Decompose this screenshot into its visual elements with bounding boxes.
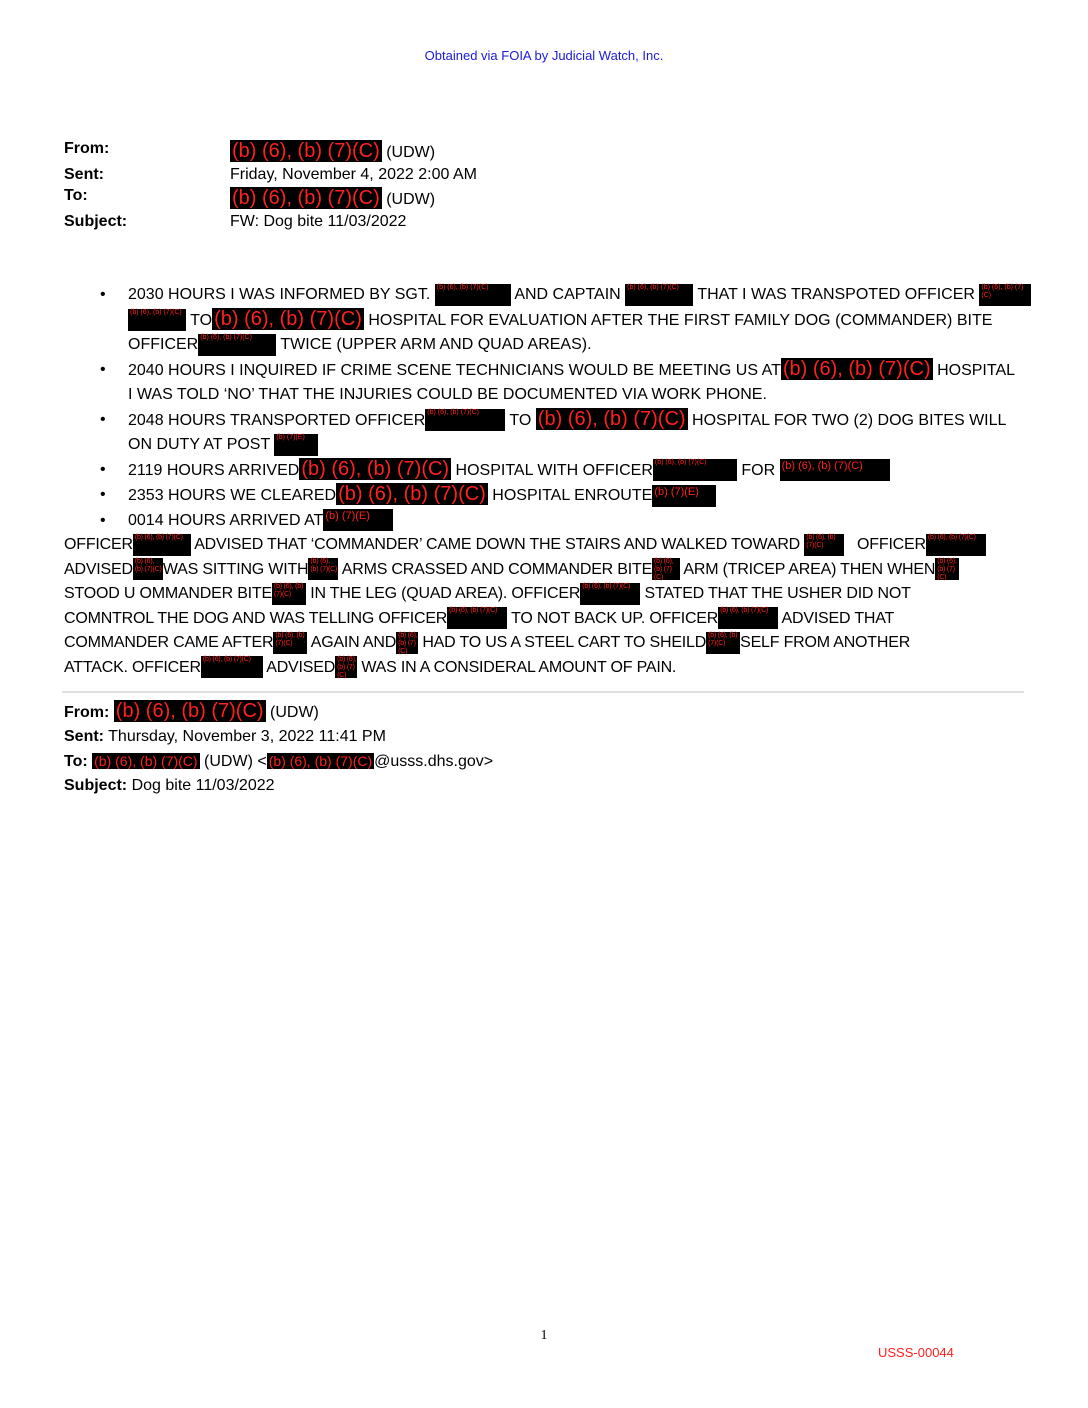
text: TO NOT BACK UP. OFFICER bbox=[511, 609, 719, 627]
redaction-label: (b) (7)(E) bbox=[276, 433, 305, 441]
text: TO bbox=[190, 311, 213, 329]
text: ON DUTY AT POST bbox=[128, 436, 270, 453]
redaction: (b) (6), (b) (7)(C) bbox=[338, 483, 486, 505]
redaction-label: (b) (6), (b) (7)(C) bbox=[436, 283, 489, 291]
text: WAS SITTING WITH bbox=[162, 560, 309, 578]
list-item bbox=[128, 283, 1034, 358]
redaction-label: (b) (6), (b) (7)(C) bbox=[398, 631, 418, 655]
foia-watermark: Obtained via FOIA by Judicial Watch, Inc. bbox=[424, 48, 664, 63]
bates-number: USSS-00044 bbox=[878, 1345, 954, 1360]
redaction bbox=[335, 656, 357, 678]
subject-value: FW: Dog bite 11/03/2022 bbox=[230, 213, 407, 230]
redaction bbox=[274, 434, 318, 456]
list-item bbox=[128, 483, 1034, 509]
redaction-label: (b) (6), (b) (7)(C) bbox=[134, 558, 162, 574]
to-row bbox=[64, 749, 493, 774]
redaction-label: (b) (7)(E) bbox=[325, 510, 370, 523]
text: 2040 HOURS I INQUIRED IF CRIME SCENE TECHNICIANS WOULD BE MEETING US AT bbox=[128, 361, 781, 379]
list-item bbox=[128, 408, 1034, 458]
redaction bbox=[447, 607, 507, 629]
text: ATTACK. OFFICER bbox=[64, 658, 201, 676]
text: STOOD U bbox=[64, 585, 136, 602]
text: AND CAPTAIN bbox=[514, 286, 621, 303]
to-label: To: bbox=[64, 187, 88, 204]
redaction: (b) (6), (b) (7)(C) bbox=[301, 457, 450, 480]
text: OFFICER bbox=[857, 536, 926, 553]
list-item bbox=[128, 458, 1034, 484]
text: TWICE (UPPER ARM AND QUAD AREAS). bbox=[280, 336, 592, 353]
redaction bbox=[935, 558, 959, 580]
redaction-label: (b) (6), (b) (7)(C) bbox=[654, 558, 674, 582]
text: 2048 HOURS TRANSPORTED OFFICER bbox=[128, 411, 426, 429]
from-suffix: (UDW) bbox=[270, 704, 319, 721]
redaction-label: (b) (6), (b) (7)(C) bbox=[130, 309, 182, 317]
from-value bbox=[230, 140, 435, 162]
narrative-paragraph bbox=[64, 533, 1034, 680]
redaction-label: (b) (6), (b) (7)(C) bbox=[654, 459, 707, 467]
to-value bbox=[230, 187, 435, 209]
redaction-label: (b) (6), (b) (7)(C) bbox=[337, 656, 357, 680]
sent-label: Sent: bbox=[64, 728, 104, 745]
from-label: From: bbox=[64, 140, 110, 157]
text: TO bbox=[509, 411, 532, 429]
redaction bbox=[272, 583, 306, 605]
redaction bbox=[435, 284, 511, 306]
redaction bbox=[652, 485, 716, 507]
text: FOR bbox=[741, 461, 776, 479]
redaction-label: (b) (6), (b) (7)(C) bbox=[720, 607, 769, 615]
redaction-label: (b) (6), (b) (7)(C) bbox=[781, 460, 863, 473]
to-mid: (UDW) < bbox=[204, 753, 267, 770]
to-suffix: @usss.dhs.gov> bbox=[374, 753, 494, 770]
from-row bbox=[64, 700, 493, 725]
redaction-label: (b) (6), (b) (7)(C) bbox=[627, 283, 679, 291]
text: HOSPITAL bbox=[937, 361, 1016, 379]
redaction-label: (b) (7)(E) bbox=[654, 485, 699, 498]
redaction-label: (b) (6), (b) (7)(C) bbox=[310, 558, 338, 574]
text: HOSPITAL WITH OFFICER bbox=[455, 461, 653, 479]
text: ARM (TRICEP AREA) THEN WHEN bbox=[683, 560, 936, 578]
list-item bbox=[128, 358, 1034, 408]
redaction bbox=[780, 459, 890, 481]
redaction: (b) (6), (b) (7)(C) bbox=[268, 753, 373, 769]
text: HOSPITAL ENROUTE bbox=[492, 487, 653, 504]
timeline-list bbox=[64, 283, 1034, 533]
from-label: From: bbox=[64, 704, 110, 721]
text: OFFICER bbox=[128, 336, 199, 353]
to-label: To: bbox=[64, 753, 88, 770]
redaction: (b) (6), (b) (7)(C) bbox=[782, 357, 931, 380]
page-number: 1 bbox=[540, 1328, 548, 1343]
text: HOSPITAL FOR TWO (2) DOG BITES WILL bbox=[692, 411, 1007, 429]
redaction bbox=[706, 632, 740, 654]
text: ADVISED bbox=[64, 560, 133, 578]
redaction bbox=[926, 534, 986, 556]
text: COMNTROL THE DOG AND WAS TELLING OFFICER bbox=[64, 609, 448, 627]
redaction-label: (b) (6), (b) (7)(C) bbox=[202, 656, 251, 664]
text: I WAS TOLD ‘NO’ THAT THE INJURIES COULD BE DOCUMENTED VIA WORK PHONE. bbox=[128, 386, 767, 403]
redaction bbox=[198, 334, 276, 356]
text: COMMANDER CAME AFTER bbox=[64, 634, 274, 651]
text: ADVISED THAT ‘COMMANDER’ CAME DOWN THE STAIRS AND WALKED TOWARD bbox=[194, 536, 801, 553]
subject-label: Subject: bbox=[64, 777, 128, 794]
text: 0014 HOURS ARRIVED AT bbox=[128, 511, 324, 529]
email-header-2 bbox=[64, 700, 493, 798]
sent-row bbox=[64, 725, 493, 749]
text: OMMANDER BITE bbox=[139, 585, 272, 602]
redaction bbox=[128, 309, 186, 331]
redaction bbox=[201, 656, 263, 678]
to-suffix: (UDW) bbox=[386, 191, 436, 208]
text: SELF FROM ANOTHER bbox=[740, 634, 911, 651]
sent-label: Sent: bbox=[64, 166, 104, 183]
subject-label: Subject: bbox=[64, 213, 128, 230]
redaction-label: (b) (6), (b) (7)(C) bbox=[927, 533, 976, 541]
email-body bbox=[64, 283, 1034, 680]
redaction: (b) (6), (b) (7)(C) bbox=[214, 307, 362, 330]
redaction-label: (b) (6), (b) (7)(C) bbox=[806, 533, 836, 549]
redaction-label: (b) (6), (b) (7)(C) bbox=[275, 631, 305, 647]
text: THAT I WAS TRANSPOTED OFFICER bbox=[697, 286, 975, 303]
redaction bbox=[308, 558, 338, 580]
redaction-label: (b) (6), (b) (7)(C) bbox=[273, 582, 304, 598]
redaction bbox=[979, 284, 1031, 306]
subject-row bbox=[64, 774, 493, 798]
redaction-label: (b) (6), (b) (7)(C) bbox=[449, 607, 498, 615]
text: 2353 HOURS WE CLEARED bbox=[128, 487, 337, 504]
redaction bbox=[625, 284, 693, 306]
redaction-label: (b) (6), (b) (7)(C) bbox=[708, 631, 738, 647]
redaction bbox=[718, 607, 778, 629]
text: HAD TO US A STEEL CART TO SHEILD bbox=[422, 634, 707, 651]
redaction bbox=[652, 558, 680, 580]
redaction-label: (b) (6), (b) (7)(C) bbox=[200, 333, 252, 341]
text: ADVISED THAT bbox=[781, 609, 895, 627]
redaction bbox=[133, 534, 191, 556]
redaction bbox=[133, 558, 163, 580]
text: WAS IN A CONSIDERAL AMOUNT OF PAIN. bbox=[361, 658, 677, 676]
list-item bbox=[128, 509, 1034, 534]
subject-value: Dog bite 11/03/2022 bbox=[131, 777, 275, 794]
redaction: (b) (6), (b) (7)(C) bbox=[115, 700, 264, 722]
redaction bbox=[425, 409, 505, 431]
redaction bbox=[273, 632, 307, 654]
text: HOSPITAL FOR EVALUATION AFTER THE FIRST FAMILY DOG (COMMANDER) BITE bbox=[368, 311, 993, 329]
redaction-label: (b) (6), (b) (7)(C) bbox=[427, 409, 479, 417]
redaction: (b) (6), (b) (7)(C) bbox=[232, 140, 380, 162]
sent-value: Friday, November 4, 2022 2:00 AM bbox=[230, 166, 477, 183]
redaction bbox=[653, 459, 737, 481]
redaction-label: (b) (6), (b) (7)(C) bbox=[937, 558, 957, 582]
redaction: (b) (6), (b) (7)(C) bbox=[537, 407, 686, 430]
redaction: (b) (6), (b) (7)(C) bbox=[232, 187, 380, 209]
text: ARMS CRASSED AND COMMANDER BITE bbox=[341, 560, 653, 578]
text: AGAIN AND bbox=[310, 634, 397, 651]
text: 2119 HOURS ARRIVED bbox=[128, 461, 300, 479]
text: ADVISED bbox=[266, 658, 336, 676]
redaction bbox=[396, 632, 418, 654]
redaction-label: (b) (6), (b) (7)(C) bbox=[134, 533, 183, 541]
redaction bbox=[323, 509, 393, 531]
text: OFFICER bbox=[64, 536, 133, 553]
sent-value: Thursday, November 3, 2022 11:41 PM bbox=[108, 728, 386, 745]
redaction-label: (b) (6), (b) (7)(C) bbox=[981, 283, 1024, 299]
text: STATED THAT THE USHER DID NOT bbox=[644, 585, 911, 602]
redaction bbox=[580, 583, 640, 605]
text: IN THE LEG (QUAD AREA). OFFICER bbox=[310, 585, 581, 602]
redaction: (b) (6), (b) (7)(C) bbox=[94, 753, 198, 769]
text: 2030 HOURS I WAS INFORMED BY SGT. bbox=[128, 286, 431, 303]
redaction-label: (b) (6), (b) (7)(C) bbox=[582, 582, 631, 590]
from-suffix: (UDW) bbox=[386, 144, 436, 161]
redaction bbox=[804, 534, 844, 556]
divider bbox=[62, 691, 1024, 693]
